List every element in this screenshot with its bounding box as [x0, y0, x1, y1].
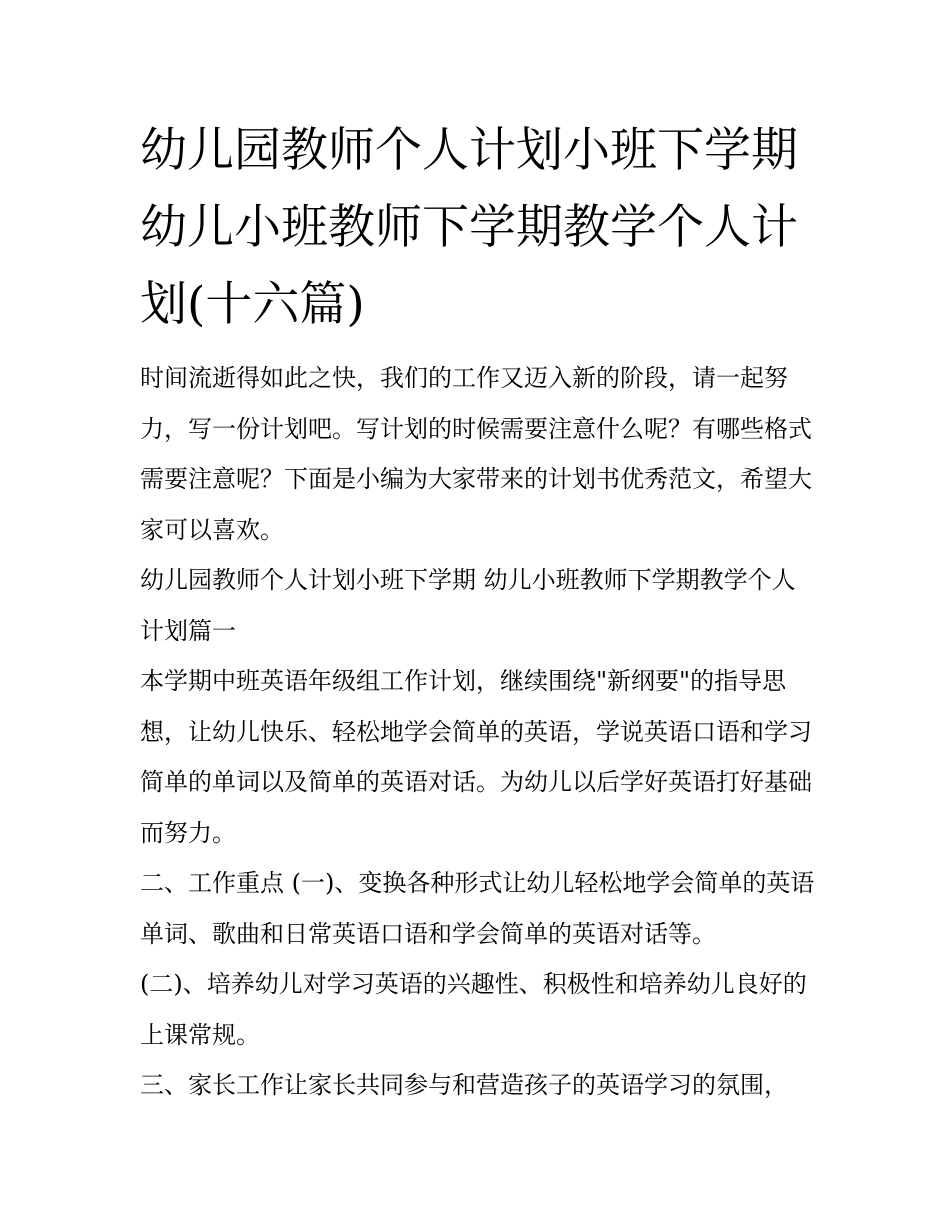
- paragraph-parent-work: 三、家长工作让家长共同参与和营造孩子的英语学习的氛围，: [140, 1071, 788, 1099]
- paragraph-plan-overview: 本学期中班英语年级组工作计划，继续围绕"新纲要"的指导思想，让幼儿快乐、轻松地学会简单的英语，学说英语口语和学习简单的单词以及简单的英语对话。为幼儿以后学好英语打好基础而努力。: [140, 667, 812, 847]
- paragraph-work-focus: 二、工作重点 (一)、变换各种形式让幼儿轻松地学会简单的英语单词、歌曲和日常英语口语和学会简单的英语对话等。: [140, 869, 815, 948]
- paragraph-interest-training: (二)、培养幼儿对学习英语的兴趣性、积极性和培养幼儿良好的上课常规。: [140, 970, 807, 1049]
- document-content: [140, 112, 818, 1111]
- document-title: 幼儿园教师个人计划小班下学期 幼儿小班教师下学期教学个人计划(十六篇): [140, 123, 798, 332]
- paragraph-section-heading: 幼儿园教师个人计划小班下学期 幼儿小班教师下学期教学个人计划篇一: [140, 566, 796, 645]
- paragraph-intro: 时间流逝得如此之快，我们的工作又迈入新的阶段，请一起努力，写一份计划吧。写计划的时候需要注意什么呢？有哪些格式需要注意呢？下面是小编为大家带来的计划书优秀范文，希望大家可以喜欢。: [140, 364, 812, 544]
